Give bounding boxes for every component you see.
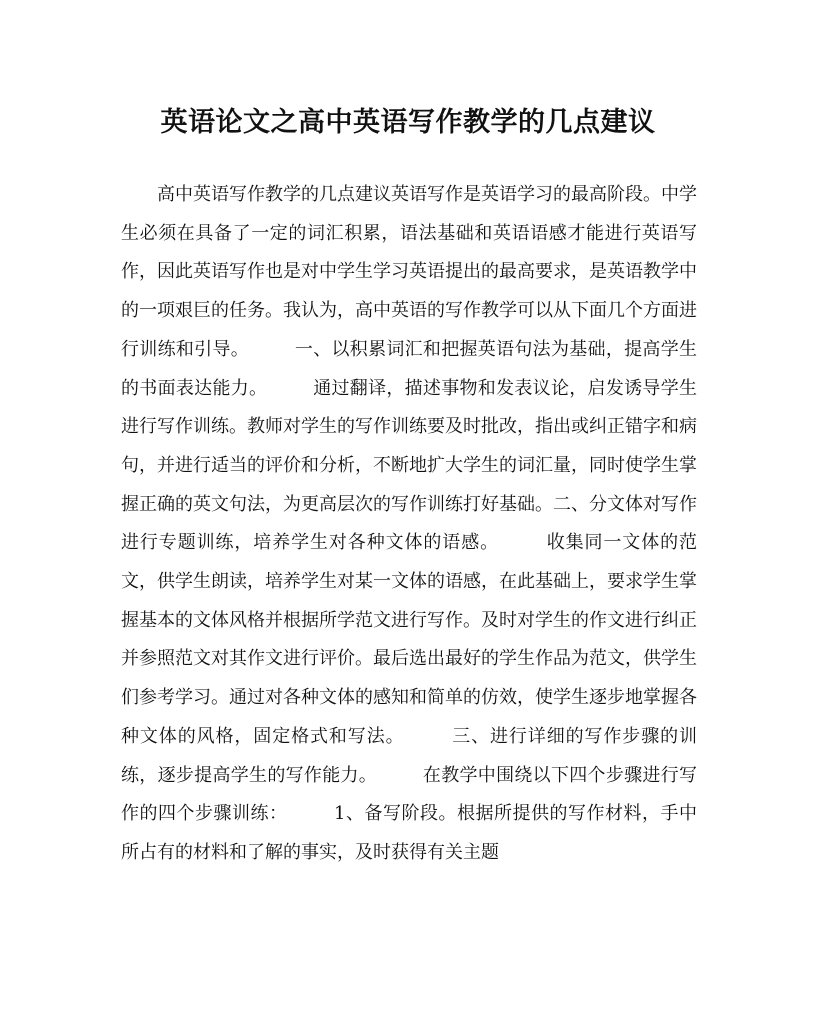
document-title: 英语论文之高中英语写作教学的几点建议 bbox=[160, 107, 656, 138]
document-body-paragraph: 高中英语写作教学的几点建议英语写作是英语学习的最高阶段。中学生必须在具备了一定的词汇积累，语法基础和英语语感才能进行英语写作，因此英语写作也是对中学生学习英语提出的最高要求，是英语教学中的一项艰巨的任务。我认为，高中英语的写作教学可以从下面几个方面进行训练和引导。 一、以积累词汇和把握英语句法为基础，提高学生的书面表达能力。 通过翻译，描述事物和发表议论，启发诱导学生进行写作训练。教师对学生的写作训练要及时批改，指出或纠正错字和病句，并进行适当的评价和分析，不断地扩大学生的词汇量，同时使学生掌握正确的英文句法，为更高层次的写作训练打好基础。二、分文体对写作进行专题训练，培养学生对各种文体的语感。 收集同一文体的范文，供学生朗读，培养学生对某一文体的语感，在此基础上，要求学生掌握基本的文体风格并根据所学范文进行写作。及时对学生的作文进行纠正并参照范文对其作文进行评价。最后选出最好的学生作品为范文，供学生们参考学习。通过对各种文体的感知和简单的仿效，使学生逐步地掌握各种文体的风格，固定格式和写法。 三、进行详细的写作步骤的训练，逐步提高学生的写作能力。 在教学中围绕以下四个步骤进行写作的四个步骤训练： 1、备写阶段。根据所提供的写作材料，手中所占有的材料和了解的事实，及时获得有关主题 bbox=[121, 184, 697, 863]
